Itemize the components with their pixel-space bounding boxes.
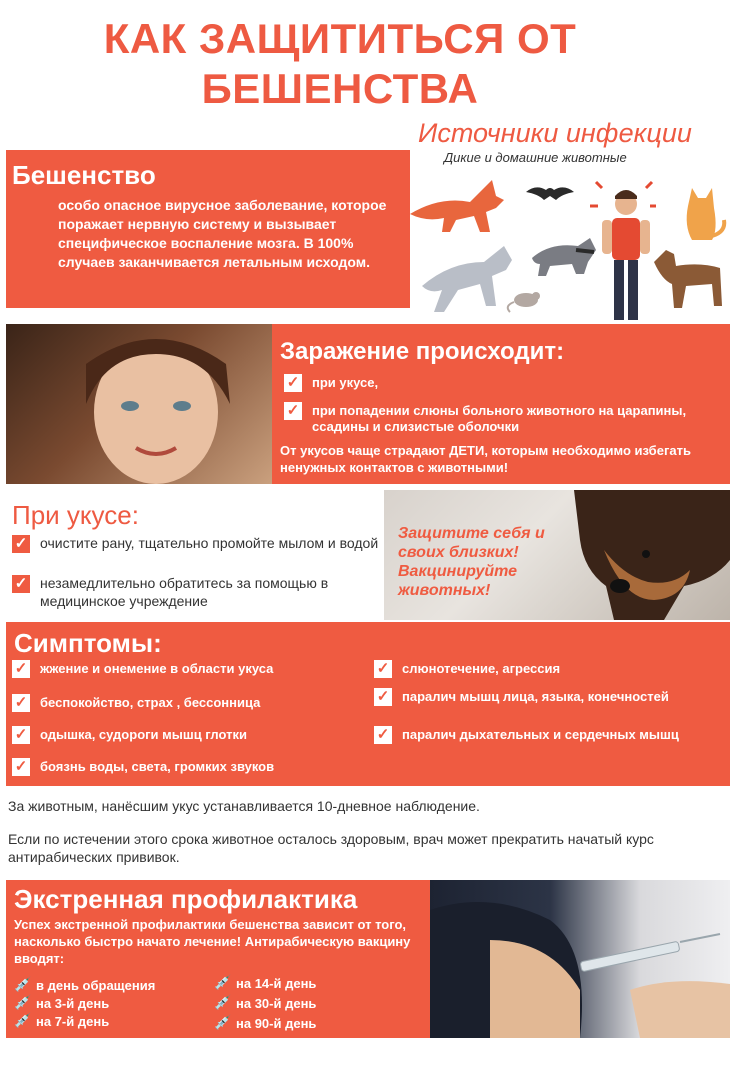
checkmark-icon: ✓ [374,688,392,706]
syringe-icon: 💉 [214,994,232,1010]
rabies-heading: Бешенство [12,160,156,190]
checkmark-icon: ✓ [12,660,30,678]
checkmark-icon: ✓ [374,660,392,678]
man-icon [590,182,656,320]
checkmark-icon: ✓ [12,758,30,776]
infection-panel: Заражение происходит: ✓ при укусе, ✓ при попадении слюны больного животного на царапины, ссадины и слизистые оболочки От укусов чаще страдают ДЕТИ, которым необходимо избегать ненужных контактов с животными! [272,324,730,484]
syringe-icon: 💉 [14,976,32,992]
sources-heading: Источники инфекции [418,118,692,148]
infection-heading: Заражение происходит: [280,338,565,365]
observation-note: За животным, нанёсшим укус устанавливается 10-дневное наблюдение. [8,798,480,814]
checkmark-icon: ✓ [284,402,302,420]
infection-note: От укусов чаще страдают ДЕТИ, которым необходимо избегать ненужных контактов с животными! [280,443,691,475]
bat-icon [526,187,574,200]
raccoon-icon [532,238,596,276]
page-title: КАК ЗАЩИТИТЬСЯ ОТ БЕШЕНСТВА [103,15,577,112]
checkmark-icon: ✓ [284,374,302,392]
observation-detail: Если по истечении этого срока животное осталось здоровым, врач может прекратить начатый курс антирабических прививок. [8,831,654,865]
dog-icon [654,250,722,308]
checkmark-icon: ✓ [12,726,30,744]
mouse-icon [508,292,540,312]
dog-photo [384,490,730,620]
rabies-definition-panel [6,150,410,308]
symptoms-panel: Симптомы: ✓ жжение и онемение в области укуса ✓ беспокойство, страх , бессонница ✓ одышка, судороги мышц глотки ✓ боязнь воды, света, громких звуков ✓ слюнотечение, агрессия ✓ паралич мышц лица, языка, конечностей ✓ паралич дыхательных и сердечных мышц [6,622,730,786]
prophylaxis-panel: Экстренная профилактика Успех экстренной профилактики бешенства зависит от того, насколько быстро начато лечение! Антирабическую вакцину вводят: 💉 в день обращения 💉 на 3-й день 💉 на 7-й день 💉 на 14-й день 💉 на 30-й день 💉 на 90-й день [6,880,430,1038]
fox-icon [410,180,504,232]
checkmark-icon: ✓ [12,575,30,593]
girl-photo [6,324,272,484]
bite-heading: При укусе: [12,500,139,530]
sources-subheading: Дикие и домашние животные [444,150,627,165]
vaccination-photo [430,880,730,1038]
checkmark-icon: ✓ [374,726,392,744]
checkmark-icon: ✓ [12,694,30,712]
syringe-icon: 💉 [214,1014,232,1030]
rabies-description: особо опасное вирусное заболевание, которое поражает нервную систему и вызывает специфическое воспаление мозга. В 100% случаев заканчивается летальным исходом. [58,197,387,270]
cat-icon [687,188,725,240]
symptoms-heading: Симптомы: [14,628,162,658]
animals-illustration [400,166,736,326]
vaccination-callout: Защитите себя и своих близких! Вакцинируйте животных! [398,525,545,599]
syringe-icon: 💉 [14,1012,32,1028]
prophylaxis-heading: Экстренная профилактика [14,884,358,914]
syringe-icon: 💉 [14,994,32,1010]
checkmark-icon: ✓ [12,535,30,553]
wolf-icon [422,246,512,312]
syringe-icon: 💉 [214,974,232,990]
prophylaxis-description: Успех экстренной профилактики бешенства зависит от того, насколько быстро начато лечение! Антирабическую вакцину вводят: [14,917,411,966]
